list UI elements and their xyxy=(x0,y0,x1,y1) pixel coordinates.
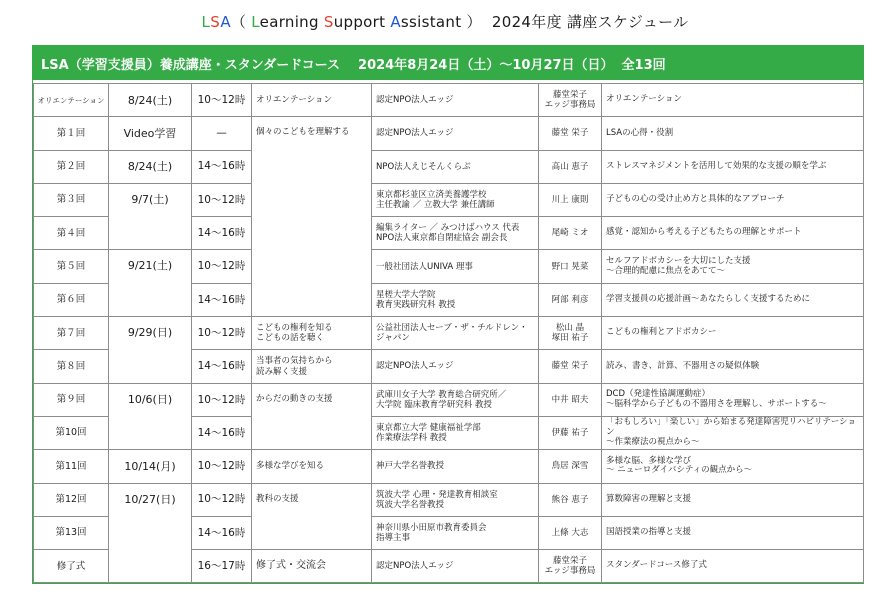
session-content: 「おもしろい」「楽しい」から始まる発達障害児リハビリテーション ～作業療法の視点から～ xyxy=(602,416,864,449)
session-time: — xyxy=(192,117,252,150)
session-content: 学習支援員の応援計画～あなたらしく支援するために xyxy=(602,283,864,316)
table-row xyxy=(34,317,864,350)
session-time: 10～12時 xyxy=(192,317,252,350)
session-content: 子どもの心の受け止め方と具体的なアプローチ xyxy=(602,183,864,216)
session-organization: 一般社団法人UNIVA 理事 xyxy=(372,250,539,283)
session-instructor: 上條 大志 xyxy=(539,516,602,549)
session-instructor: 藤堂栄子 エッジ事務局 xyxy=(539,84,602,117)
title-segment: L xyxy=(201,13,211,31)
session-content: こどもの権利とアドボカシー xyxy=(602,317,864,350)
page-title xyxy=(0,11,890,32)
title-segment: （ xyxy=(230,13,252,31)
session-time: 14～16時 xyxy=(192,150,252,183)
schedule-sheet xyxy=(32,45,864,584)
session-theme: こどもの権利を知る こどもの話を聴く xyxy=(252,317,372,350)
table-row xyxy=(34,483,864,516)
session-instructor: 藤堂栄子 エッジ事務局 xyxy=(539,550,602,583)
title-segment: 2024年度 講座スケジュール xyxy=(481,13,689,31)
session-instructor: 尾崎 ミオ xyxy=(539,217,602,250)
session-instructor: 松山 晶 塚田 祐子 xyxy=(539,317,602,350)
session-label: 第５回 xyxy=(34,250,109,283)
table-row xyxy=(34,250,864,283)
session-date: 9/21(土) xyxy=(109,250,192,317)
title-segment: upport xyxy=(333,13,391,31)
session-date: Video学習 xyxy=(109,117,192,150)
session-theme: 当事者の気持ちから 読み解く支援 xyxy=(252,350,372,383)
session-time: 10～12時 xyxy=(192,84,252,117)
session-instructor: 藤堂 栄子 xyxy=(539,350,602,383)
session-content: オリエンテーション xyxy=(602,84,864,117)
session-date: 10/6(日) xyxy=(109,383,192,450)
session-date: 9/29(日) xyxy=(109,317,192,384)
session-content: 読み、書き、計算、不器用さの疑似体験 xyxy=(602,350,864,383)
title-segment: ssistant ） xyxy=(400,13,482,31)
schedule-table xyxy=(33,83,864,583)
session-label: 第４回 xyxy=(34,217,109,250)
course-name: LSA（学習支援員）養成講座・スタンダードコース xyxy=(41,57,341,73)
session-theme: 多様な学びを知る xyxy=(252,450,372,483)
session-instructor: 阿部 利彦 xyxy=(539,283,602,316)
title-segment: A xyxy=(220,13,231,31)
title-segment: L xyxy=(251,13,260,31)
session-date: 9/7(土) xyxy=(109,183,192,250)
session-organization: 公益社団法人セーブ・ザ・チルドレン・ ジャパン xyxy=(372,317,539,350)
session-organization: 武庫川女子大学 教育総合研究所／ 大学院 臨床教育学研究科 教授 xyxy=(372,383,539,416)
course-period: 2024年8月24日（土）～10月27日（日） xyxy=(358,57,614,73)
session-instructor: 中井 昭夫 xyxy=(539,383,602,416)
session-time: 14～16時 xyxy=(192,516,252,549)
session-time: 14～16時 xyxy=(192,217,252,250)
session-organization: 認定NPO法人エッジ xyxy=(372,84,539,117)
session-instructor: 高山 恵子 xyxy=(539,150,602,183)
session-content: 算数障害の理解と支援 xyxy=(602,483,864,516)
session-label: 第８回 xyxy=(34,350,109,383)
session-label: 第３回 xyxy=(34,183,109,216)
table-row xyxy=(34,383,864,416)
session-time: 14～16時 xyxy=(192,416,252,449)
table-row xyxy=(34,117,864,150)
session-organization: 東京都杉並区立済美養護学校 主任教諭 ／ 立教大学 兼任講師 xyxy=(372,183,539,216)
table-row xyxy=(34,84,864,117)
session-label: 第２回 xyxy=(34,150,109,183)
course-banner xyxy=(33,46,863,80)
table-row xyxy=(34,183,864,216)
session-organization: NPO法人えじそんくらぶ xyxy=(372,150,539,183)
session-date: 10/27(日) xyxy=(109,483,192,583)
session-time: 10～12時 xyxy=(192,183,252,216)
title-segment: earning xyxy=(259,13,324,31)
session-date: 10/14(月) xyxy=(109,450,192,483)
session-organization: 認定NPO法人エッジ xyxy=(372,350,539,383)
session-instructor: 鳥居 深雪 xyxy=(539,450,602,483)
session-label: 修了式 xyxy=(34,550,109,583)
session-time: 10～12時 xyxy=(192,250,252,283)
session-theme: 修了式・交流会 xyxy=(252,550,372,583)
session-organization: 神戸大学名誉教授 xyxy=(372,450,539,483)
session-content: セルフアドボカシーを大切にした支援 ～合理的配慮に焦点をあてて～ xyxy=(602,250,864,283)
session-organization: 認定NPO法人エッジ xyxy=(372,117,539,150)
session-instructor: 伊藤 祐子 xyxy=(539,416,602,449)
session-label: 第９回 xyxy=(34,383,109,416)
session-theme: 教科の支援 xyxy=(252,483,372,550)
session-organization: 認定NPO法人エッジ xyxy=(372,550,539,583)
title-segment: S xyxy=(210,13,221,31)
session-content: スタンダードコース修了式 xyxy=(602,550,864,583)
session-label: オリエンテーション xyxy=(34,84,109,117)
session-theme: からだの動きの支援 xyxy=(252,383,372,450)
session-instructor: 野口 晃菜 xyxy=(539,250,602,283)
session-label: 第13回 xyxy=(34,516,109,549)
session-label: 第７回 xyxy=(34,317,109,350)
session-time: 14～16時 xyxy=(192,350,252,383)
table-row xyxy=(34,150,864,183)
session-label: 第12回 xyxy=(34,483,109,516)
session-label: 第６回 xyxy=(34,283,109,316)
session-instructor: 熊谷 恵子 xyxy=(539,483,602,516)
session-theme: 個々のこどもを理解する xyxy=(252,117,372,317)
session-instructor: 藤堂 栄子 xyxy=(539,117,602,150)
session-content: ストレスマネジメントを活用して効果的な支援の順を学ぶ xyxy=(602,150,864,183)
session-time: 10～12時 xyxy=(192,383,252,416)
session-time: 10～12時 xyxy=(192,450,252,483)
session-organization: 神奈川県小田原市教育委員会 指導主事 xyxy=(372,516,539,549)
session-organization: 東京都立大学 健康福祉学部 作業療法学科 教授 xyxy=(372,416,539,449)
session-content: 多様な脳、多様な学び ～ ニューロダイバシティの観点から～ xyxy=(602,450,864,483)
session-content: LSAの心得・役割 xyxy=(602,117,864,150)
session-organization: 星槎大学大学院 教育実践研究科 教授 xyxy=(372,283,539,316)
session-content: DCD（発達性協調運動症） ～脳科学から子どもの不器用さを理解し、サポートする～ xyxy=(602,383,864,416)
session-organization: 筑波大学 心理・発達教育相談室 筑波大学名誉教授 xyxy=(372,483,539,516)
title-segment: S xyxy=(323,13,334,31)
course-count: 全13回 xyxy=(621,57,666,73)
session-instructor: 川上 康則 xyxy=(539,183,602,216)
title-segment: A xyxy=(390,13,401,31)
session-time: 10～12時 xyxy=(192,483,252,516)
session-theme: オリエンテーション xyxy=(252,84,372,117)
session-label: 第10回 xyxy=(34,416,109,449)
table-row xyxy=(34,450,864,483)
session-date: 8/24(土) xyxy=(109,150,192,183)
session-organization: 編集ライター ／ みつけばハウス 代表 NPO法人東京都自閉症協会 副会長 xyxy=(372,217,539,250)
session-content: 感覚・認知から考える子どもたちの理解とサポート xyxy=(602,217,864,250)
session-content: 国語授業の指導と支援 xyxy=(602,516,864,549)
session-label: 第11回 xyxy=(34,450,109,483)
session-time: 16～17時 xyxy=(192,550,252,583)
session-label: 第１回 xyxy=(34,117,109,150)
session-date: 8/24(土) xyxy=(109,84,192,117)
session-time: 14～16時 xyxy=(192,283,252,316)
